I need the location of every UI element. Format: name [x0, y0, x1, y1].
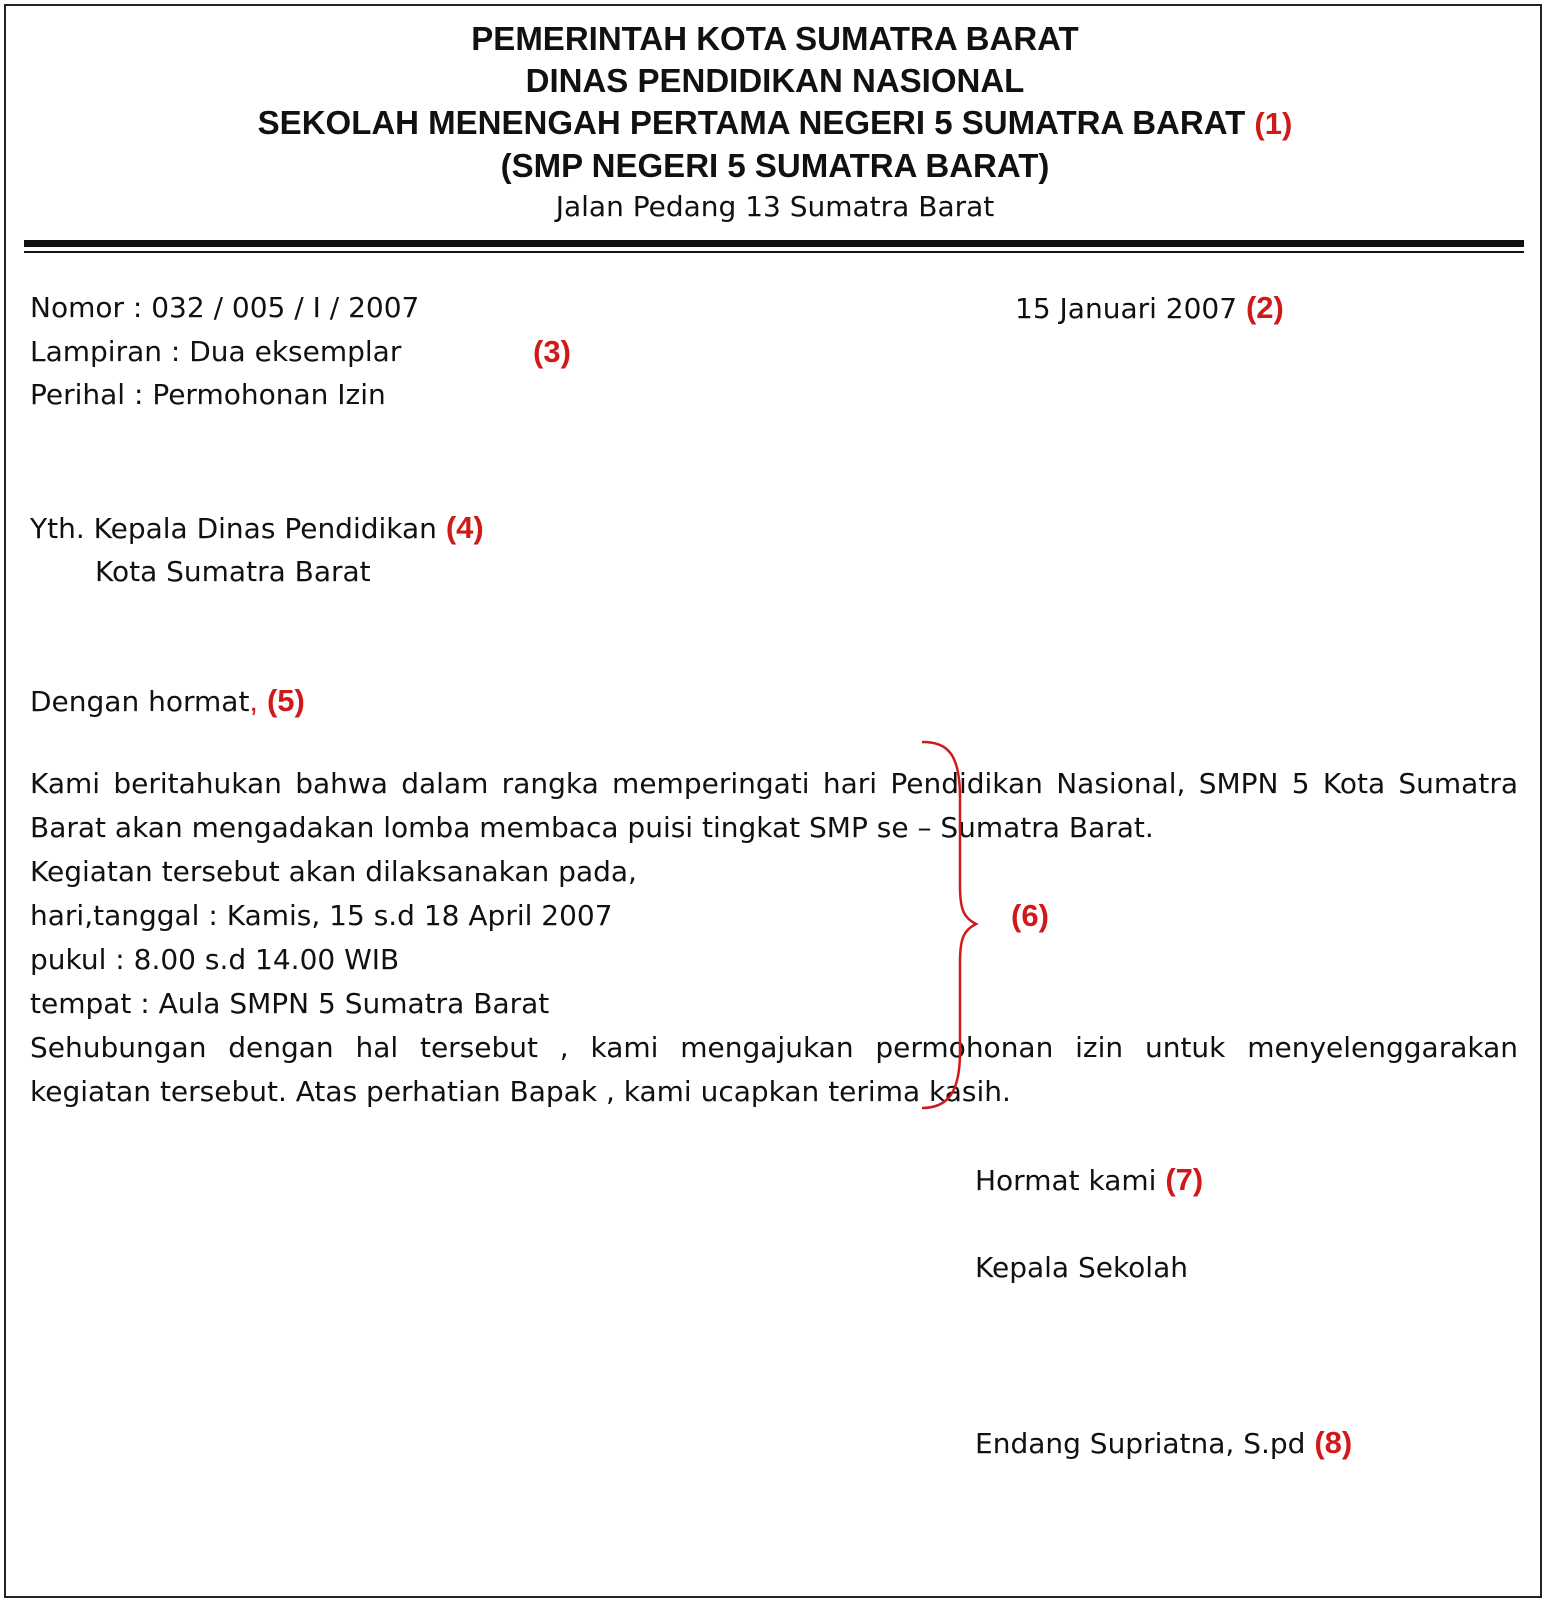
annotation-brace [920, 738, 980, 1112]
closing-position: Kepala Sekolah [975, 1251, 1188, 1284]
body-event-time: pukul : 8.00 s.d 14.00 WIB [30, 943, 400, 976]
body-event-intro: Kegiatan tersebut akan dilaksanakan pada, [30, 855, 637, 888]
letterhead-school-name: SEKOLAH MENENGAH PERTAMA NEGERI 5 SUMATRA BARAT [257, 104, 1246, 141]
letterhead-school-short: (SMP NEGERI 5 SUMATRA BARAT) [500, 147, 1050, 184]
closing-greeting [975, 1158, 1203, 1203]
recipient-line2: Kota Sumatra Barat [95, 555, 371, 588]
letter-number: Nomor : 032 / 005 / I / 2007 [30, 291, 420, 324]
letter-date [1015, 286, 1284, 331]
salutation-comma: , [249, 683, 259, 718]
body-event-place: tempat : Aula SMPN 5 Sumatra Barat [30, 987, 550, 1020]
letterhead-agency: DINAS PENDIDIKAN NASIONAL [525, 62, 1025, 99]
salutation [30, 679, 305, 724]
annotation-mark-1: (1) [1254, 106, 1293, 141]
salutation-text: Dengan hormat [30, 685, 250, 718]
annotation-mark-6-wrap [1011, 894, 1049, 939]
letterhead-government: PEMERINTAH KOTA SUMATRA BARAT [471, 20, 1079, 57]
letterhead [0, 18, 1550, 227]
letterhead-rule-thick [24, 240, 1524, 247]
letterhead-rule-thin [24, 251, 1524, 253]
annotation-mark-6: (6) [1011, 898, 1049, 933]
letter-attachment: Lampiran : Dua eksemplar [30, 335, 402, 368]
annotation-mark-8: (8) [1314, 1425, 1353, 1460]
annotation-mark-3-wrap [533, 330, 571, 375]
annotation-mark-7: (7) [1165, 1162, 1204, 1197]
body-event-date: hari,tanggal : Kamis, 15 s.d 18 April 2007 [30, 899, 613, 932]
signatory-name-text: Endang Supriatna, S.pd [975, 1427, 1306, 1460]
letterhead-school [0, 102, 1550, 145]
body-paragraph-2: Sehubungan dengan hal tersebut , kami mengajukan permohonan izin untuk menyelenggarakan kegiatan tersebut. Atas perhatian Bapak , kami ucapkan terima kasih. [30, 1031, 1518, 1108]
letter-subject: Perihal : Permohonan Izin [30, 378, 386, 411]
letter-date-text: 15 Januari 2007 [1015, 292, 1238, 325]
closing-greeting-text: Hormat kami [975, 1164, 1157, 1197]
recipient-line1 [30, 506, 484, 551]
recipient-title: Yth. Kepala Dinas Pendidikan [30, 512, 437, 545]
body-paragraph-1: Kami beritahukan bahwa dalam rangka memperingati hari Pendidikan Nasional, SMPN 5 Kota Sumatra Barat akan mengadakan lomba membaca puisi tingkat SMP se – Sumatra Barat. [30, 767, 1518, 844]
annotation-mark-3: (3) [533, 334, 571, 369]
signatory-name [975, 1421, 1352, 1466]
annotation-mark-5: (5) [266, 683, 305, 718]
letterhead-address: Jalan Pedang 13 Sumatra Barat [555, 190, 995, 223]
annotation-mark-2: (2) [1245, 290, 1284, 325]
annotation-mark-4: (4) [445, 510, 484, 545]
